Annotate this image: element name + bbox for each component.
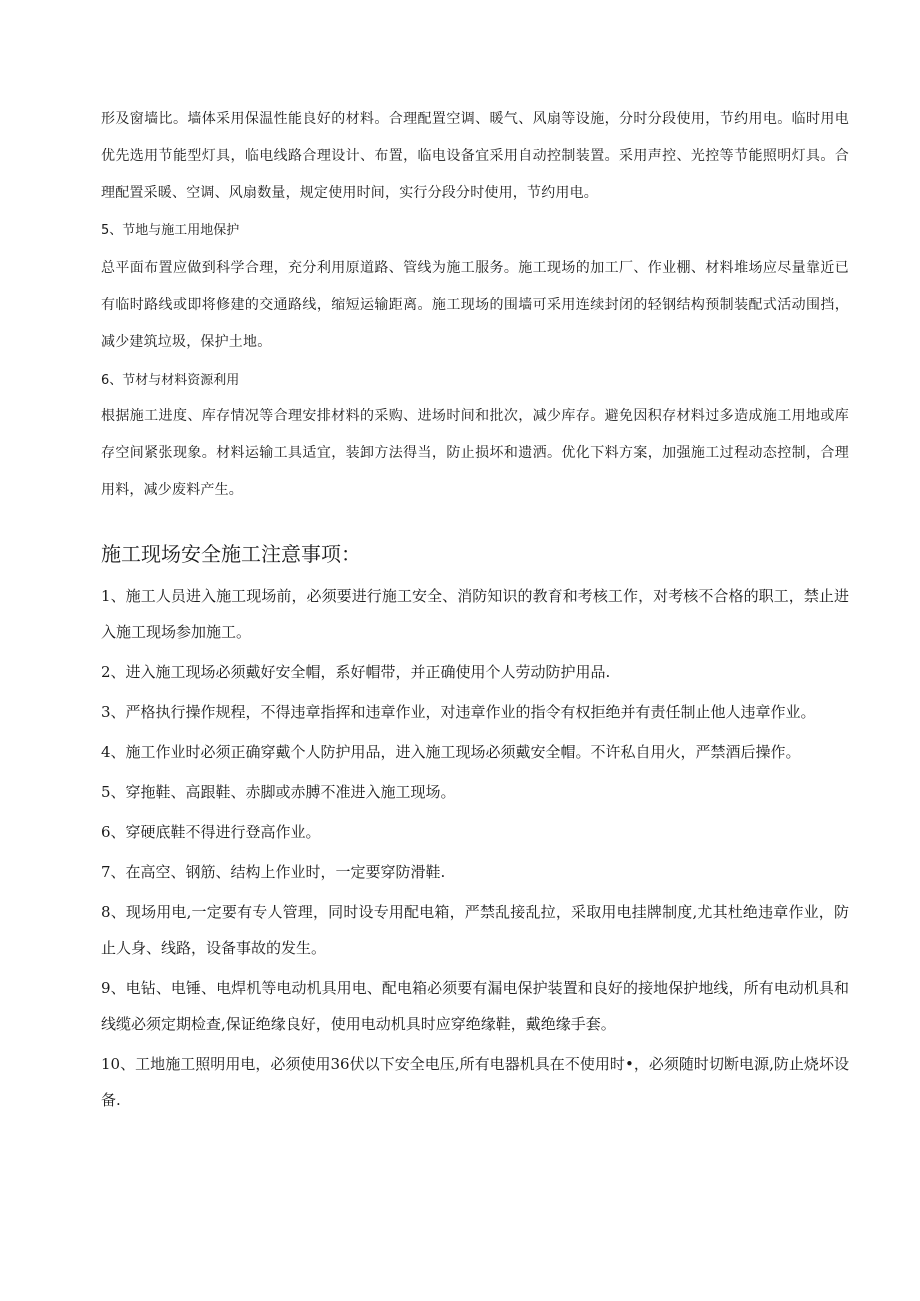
safety-notice-item-6: 6、穿硬底鞋不得进行登高作业。 (101, 823, 321, 841)
safety-notice-item-4: 4、施工作业时必须正确穿戴个人防护用品，进入施工现场必须戴安全帽。不许私自用火，严禁酒后操作。 (101, 743, 801, 761)
safety-notice-item-2: 2、进入施工现场必须戴好安全帽，系好帽带，并正确使用个人劳动防护用品. (101, 663, 611, 681)
safety-notice-title: 施工现场安全施工注意事项： (101, 542, 361, 566)
section-5-body: 总平面布置应做到科学合理，充分利用原道路、管线为施工服务。施工现场的加工厂、作业棚、材料堆场应尽量靠近已有临时路线或即将修建的交通路线，缩短运输距离。施工现场的围墙可采用连续封闭的轻钢结构预制装配式活动围挡，减少建筑垃圾，保护土地。 (101, 260, 849, 350)
safety-notice-item-7: 7、在高空、钢筋、结构上作业时，一定要穿防滑鞋. (101, 863, 446, 881)
top-paragraph: 形及窗墙比。墙体采用保温性能良好的材料。合理配置空调、暖气、风扇等设施，分时分段使用，节约用电。临时用电优先选用节能型灯具，临电线路合理设计、布置，临电设备宜采用自动控制装置。采用声控、光控等节能照明灯具。合理配置采暖、空调、风扇数量，规定使用时间，实行分段分时使用，节约用电。 (101, 111, 849, 201)
safety-notice-item-9: 9、电钻、电锤、电焊机等电动机具用电、配电箱必须要有漏电保护装置和良好的接地保护地线，所有电动机具和线缆必须定期检查,保证绝缘良好，使用电动机具时应穿绝缘鞋，戴绝缘手套。 (101, 979, 849, 1033)
section-5-heading: 5、节地与施工用地保护 (101, 223, 240, 238)
section-6-heading: 6、节材与材料资源利用 (101, 373, 240, 388)
safety-notice-item-5: 5、穿拖鞋、高跟鞋、赤脚或赤膊不准进入施工现场。 (101, 783, 456, 801)
safety-notice-item-8: 8、现场用电,一定要有专人管理，同时设专用配电箱，严禁乱接乱拉，采取用电挂牌制度,尤其杜绝违章作业，防止人身、线路，设备事故的发生。 (101, 903, 849, 957)
safety-notice-item-3: 3、严格执行操作规程，不得违章指挥和违章作业，对违章作业的指令有权拒绝并有责任制止他人违章作业。 (101, 703, 816, 721)
safety-notice-item-10: 10、工地施工照明用电，必须使用36伏以下安全电压,所有电器机具在不使用时•，必须随时切断电源,防止烧坏设备. (101, 1055, 849, 1109)
safety-notice-list (101, 578, 849, 1122)
section-6-body: 根据施工进度、库存情况等合理安排材料的采购、进场时间和批次，减少库存。避免因积存材料过多造成施工用地或库存空间紧张现象。材料运输工具适宜，装卸方法得当，防止损坏和遗洒。优化下料方案，加强施工过程动态控制，合理用料，减少废料产生。 (101, 408, 849, 498)
safety-notice-item-1: 1、施工人员进入施工现场前，必须要进行施工安全、消防知识的教育和考核工作，对考核不合格的职工，禁止进入施工现场参加施工。 (101, 587, 849, 641)
